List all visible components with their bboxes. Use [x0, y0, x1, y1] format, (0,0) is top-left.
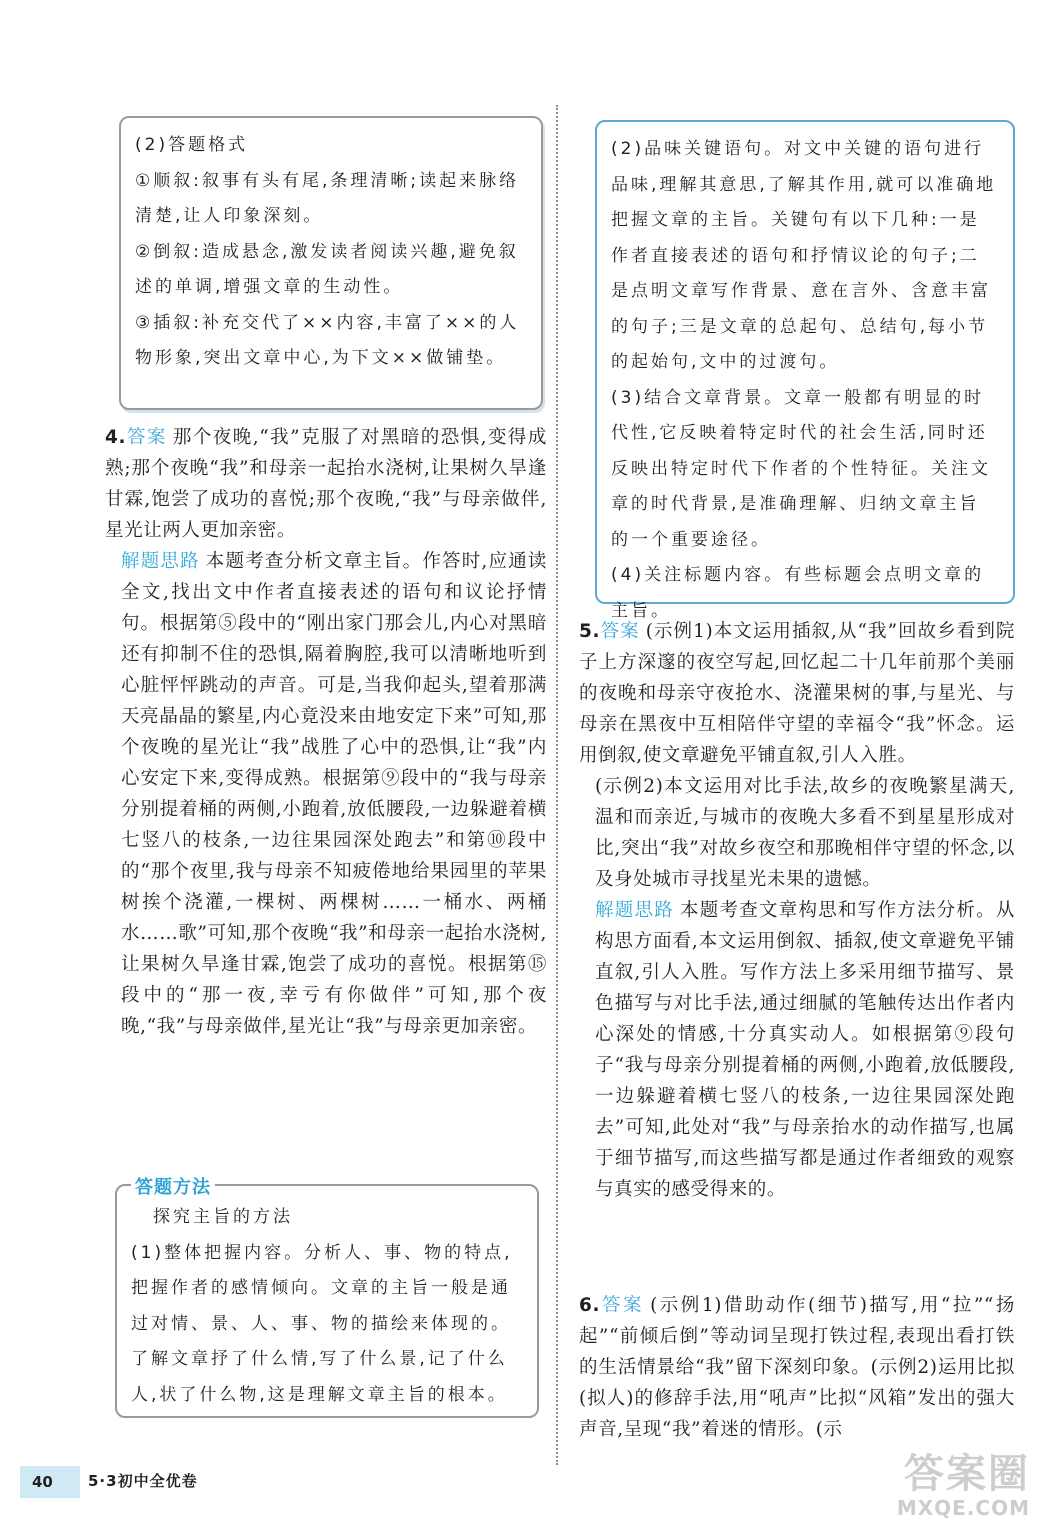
question-4	[105, 422, 547, 1042]
q5-number: 5.	[579, 621, 601, 642]
page-number: 40	[20, 1466, 80, 1498]
tip-line: ①顺叙:叙事有头有尾,条理清晰;读起来脉络清楚,让人印象深刻。	[135, 170, 520, 226]
watermark-logo	[850, 1452, 1030, 1522]
watermark-text: 答案圈	[904, 1451, 1030, 1497]
method-body: (1)整体把握内容。分析人、事、物的特点,把握作者的感情倾向。文章的主旨一般是通过对情、景、人、事、物的描绘来体现的。了解文章抒了什么情,写了什么景,记了什么人,状了什么物,这是理解文章主旨的根本。	[131, 1242, 513, 1405]
q6-number: 6.	[579, 1295, 601, 1316]
answer-tag: 答案	[600, 1295, 645, 1316]
watermark-url: MXQE.COM	[896, 1496, 1030, 1520]
q5-think: 本题考查文章构思和写作方法分析。从构思方面看,本文运用倒叙、插叙,使文章避免平铺直叙,引人入胜。写作方法上多采用细节描写、景色描写与对比手法,通过细腻的笔触传达出作者内心深处的情感,十分真实动人。如根据第⑨段句子“我与母亲分别提着桶的两侧,小跑着,放低腰段,一边躲避着横七竖八的枝条,一边往果园深处跑去”可知,此处对“我”与母亲抬水的动作描写,也属于细节描写,而这些描写都是通过作者细致的观察与真实的感受得来的。	[595, 900, 1015, 1200]
answer-tag: 答案	[126, 427, 167, 448]
column-divider	[556, 105, 558, 1465]
book-brand: 5·3初中全优卷	[88, 1472, 198, 1490]
answer-tag: 答案	[600, 621, 640, 642]
q5-answer1: (示例1)本文运用插叙,从“我”回故乡看到院子上方深邃的夜空写起,回忆起二十几年前那个美丽的夜晚和母亲守夜抢水、浇灌果树的事,与星光、与母亲在黑夜中互相陪伴守望的幸福令“我”怀念。运用倒叙,使文章避免平铺直叙,引人入胜。	[579, 621, 1016, 766]
tip-line: (2)答题格式	[135, 135, 249, 155]
theme-tip-box	[595, 120, 1015, 621]
q4-answer: 那个夜晚,“我”克服了对黑暗的恐惧,变得成熟;那个夜晚“我”和母亲一起抬水浇树,让果树久旱逢甘霖,饱尝了成功的喜悦;那个夜晚,“我”与母亲做伴,星光让两人更加亲密。	[105, 427, 547, 541]
think-tag: 解题思路	[121, 551, 200, 572]
q5-answer2: (示例2)本文运用对比手法,故乡的夜晚繁星满天,温和而亲近,与城市的夜晚大多看不到星星形成对比,突出“我”对故乡夜空和那晚相伴守望的怀念,以及身处城市寻找星光未果的遗憾。	[595, 776, 1015, 890]
method-box	[115, 1177, 539, 1418]
q4-think: 本题考查分析文章主旨。作答时,应通读全文,找出文中作者直接表述的语句和议论抒情句。根据第⑤段中的“刚出家门那会儿,内心对黑暗还有抑制不住的恐惧,隔着胸腔,我可以清晰地听到心脏怦怦跳动的声音。可是,当我仰起头,望着那满天亮晶晶的繁星,内心竟没来由地安定下来”可知,那个夜晚的星光让“我”战胜了心中的恐惧,让“我”内心安定下来,变得成熟。根据第⑨段中的“我与母亲分别提着桶的两侧,小跑着,放低腰段,一边躲避着横七竖八的枝条,一边往果园深处跑去”和第⑩段中的“那个夜里,我与母亲不知疲倦地给果园里的苹果树挨个浇灌,一棵树、两棵树……一桶水、两桶水……歌”可知,那个夜晚“我”和母亲一起抬水浇树,让果树久旱逢甘霖,饱尝了成功的喜悦。根据第⑮段中的“那一夜,幸亏有你做伴”可知,那个夜晚,“我”与母亲做伴,星光让“我”与母亲更加亲密。	[121, 551, 547, 1037]
method-title: 探究主旨的方法	[153, 1207, 293, 1227]
format-tip-box	[119, 116, 543, 410]
tip-line: (4)关注标题内容。有些标题会点明文章的主旨。	[611, 565, 985, 621]
question-6	[579, 1290, 1015, 1445]
method-label: 答题方法	[131, 1170, 215, 1206]
q6-answer-para	[579, 1290, 1015, 1445]
tip-line: (3)结合文章背景。文章一般都有明显的时代性,它反映着特定时代的社会生活,同时还反映出特定时代下作者的个性特征。关注文章的时代背景,是准确理解、归纳文章主旨的一个重要途径。	[611, 387, 991, 550]
q4-answer-para	[105, 422, 547, 546]
q5-answer1-para	[579, 616, 1015, 771]
tip-line: ②倒叙:造成悬念,激发读者阅读兴趣,避免叙述的单调,增强文章的生动性。	[135, 241, 519, 297]
think-tag: 解题思路	[595, 900, 674, 921]
question-5	[579, 616, 1015, 1205]
q5-think-para	[579, 895, 1015, 1205]
tip-line: ③插叙:补充交代了××内容,丰富了××的人物形象,突出文章中心,为下文××做铺垫。	[135, 312, 520, 368]
q4-think-para	[105, 546, 547, 1042]
tip-line: (2)品味关键语句。对文中关键的语句进行品味,理解其意思,了解其作用,就可以准确地把握文章的主旨。关键句有以下几种:一是作者直接表述的语句和抒情议论的句子;二是点明文章写作背景、意在言外、含意丰富的句子;三是文章的总起句、总结句,每小节的起始句,文中的过渡句。	[611, 139, 997, 372]
q6-answer: (示例1)借助动作(细节)描写,用“拉”“扬起”“前倾后倒”等动词呈现打铁过程,表现出看打铁的生活情景给“我”留下深刻印象。(示例2)运用比拟(拟人)的修辞手法,用“吼声”比拟“风箱”发出的强大声音,呈现“我”着迷的情形。(示	[579, 1295, 1015, 1440]
q4-number: 4.	[105, 427, 127, 448]
